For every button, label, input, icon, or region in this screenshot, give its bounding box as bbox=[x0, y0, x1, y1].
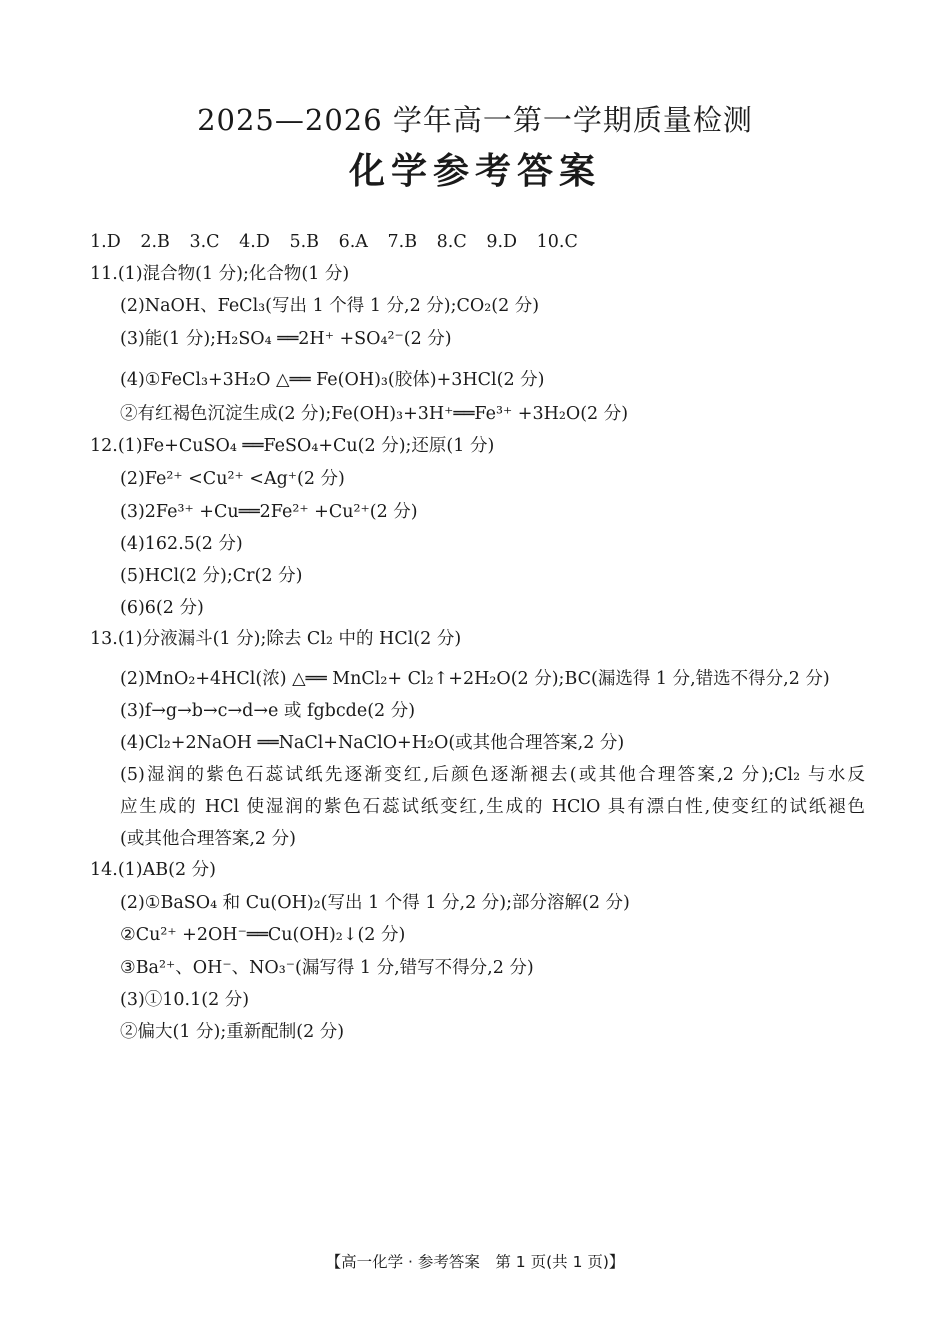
answer-line: (3)f→g→b→c→d→e 或 fgbcde(2 分) bbox=[120, 701, 416, 721]
mcq-answer: 7.B bbox=[387, 232, 418, 252]
answer-line: (3)能(1 分);H₂SO₄ ══2H⁺ +SO₄²⁻(2 分) bbox=[120, 329, 452, 349]
answer-line: 11.(1)混合物(1 分);化合物(1 分) bbox=[90, 264, 350, 284]
page-title: 2025—2026 学年高一第一学期质量检测 bbox=[197, 103, 753, 137]
answer-line: (5)HCl(2 分);Cr(2 分) bbox=[120, 566, 303, 586]
mcq-answer: 4.D bbox=[239, 232, 270, 252]
answer-line: (4)162.5(2 分) bbox=[120, 534, 243, 554]
answer-line: (3)2Fe³⁺ +Cu══2Fe²⁺ +Cu²⁺(2 分) bbox=[120, 502, 418, 522]
answer-line: ②有红褐色沉淀生成(2 分);Fe(OH)₃+3H⁺══Fe³⁺ +3H₂O(2 分) bbox=[120, 404, 629, 424]
answer-line: (2)MnO₂+4HCl(浓) △══ MnCl₂+ Cl₂↑+2H₂O(2 分);BC(漏选得 1 分,错选不得分,2 分) bbox=[120, 669, 830, 689]
answer-line: 14.(1)AB(2 分) bbox=[90, 860, 216, 880]
answer-line: (5)湿润的紫色石蕊试纸先逐渐变红,后颜色逐渐褪去(或其他合理答案,2 分);Cl₂ 与水反 bbox=[120, 765, 865, 785]
answer-line: ②Cu²⁺ +2OH⁻══Cu(OH)₂↓(2 分) bbox=[120, 925, 406, 945]
mcq-answer: 6.A bbox=[338, 232, 368, 252]
mcq-answer: 1.D bbox=[90, 232, 121, 252]
answer-line: ③Ba²⁺、OH⁻、NO₃⁻(漏写得 1 分,错写不得分,2 分) bbox=[120, 958, 534, 978]
answer-line: ②偏大(1 分);重新配制(2 分) bbox=[120, 1022, 345, 1042]
answer-line: (4)①FeCl₃+3H₂O △══ Fe(OH)₃(胶体)+3HCl(2 分) bbox=[120, 370, 545, 390]
mcq-answer: 10.C bbox=[536, 232, 578, 252]
mcq-answers bbox=[90, 230, 592, 254]
mcq-answer: 5.B bbox=[289, 232, 319, 252]
answer-line: (2)①BaSO₄ 和 Cu(OH)₂(写出 1 个得 1 分,2 分);部分溶解(2 分) bbox=[120, 893, 630, 913]
answer-line: (或其他合理答案,2 分) bbox=[120, 829, 296, 849]
mcq-answer: 2.B bbox=[140, 232, 170, 252]
answer-line: (3)①10.1(2 分) bbox=[120, 990, 250, 1010]
answer-line: (2)NaOH、FeCl₃(写出 1 个得 1 分,2 分);CO₂(2 分) bbox=[120, 296, 540, 316]
mcq-answer: 3.C bbox=[189, 232, 220, 252]
answer-line: (4)Cl₂+2NaOH ══NaCl+NaClO+H₂O(或其他合理答案,2 分) bbox=[120, 733, 625, 753]
answer-line: 应生成的 HCl 使湿润的紫色石蕊试纸变红,生成的 HClO 具有漂白性,使变红的试纸褪色 bbox=[120, 797, 865, 817]
mcq-answer: 9.D bbox=[486, 232, 518, 252]
page-footer: 【高一化学 · 参考答案 第 1 页(共 1 页)】 bbox=[325, 1253, 625, 1271]
answer-line: (2)Fe²⁺ <Cu²⁺ <Ag⁺(2 分) bbox=[120, 469, 345, 489]
mcq-answer: 8.C bbox=[436, 232, 467, 252]
page-subtitle: 化学参考答案 bbox=[348, 150, 601, 192]
answer-line: (6)6(2 分) bbox=[120, 598, 204, 618]
answer-line: 12.(1)Fe+CuSO₄ ══FeSO₄+Cu(2 分);还原(1 分) bbox=[90, 436, 495, 456]
answer-line: 13.(1)分液漏斗(1 分);除去 Cl₂ 中的 HCl(2 分) bbox=[90, 629, 462, 649]
